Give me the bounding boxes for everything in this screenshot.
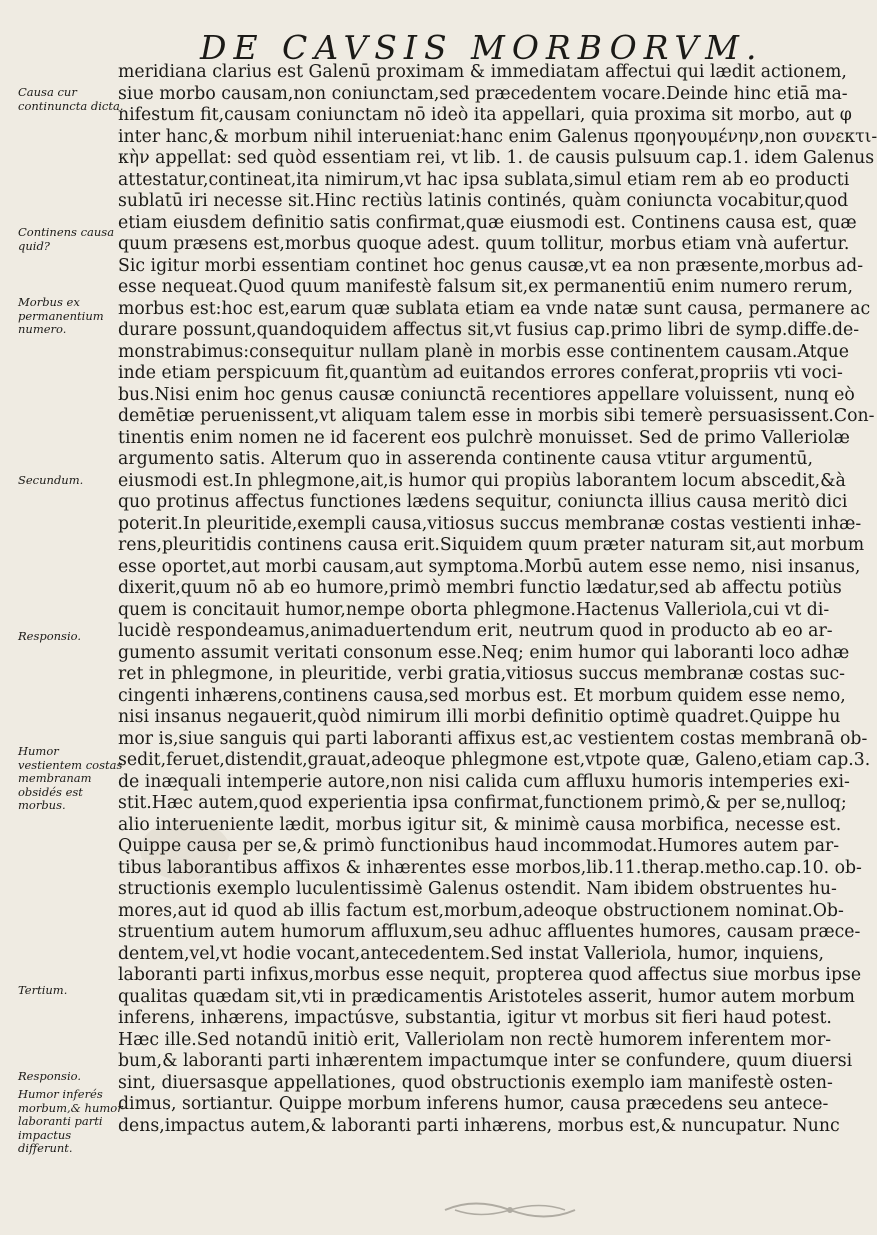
text-line: durare possunt,quandoquidem affectus sit,vt fusius cap.primo libri de symp.diffe.de- [118,320,860,340]
text-line: alio interueniente lædit, morbus igitur sit, & minimè causa morbifica, necesse est. [118,814,842,835]
text-line: sedit,feruet,distendit,grauat,adeoque phlegmone est,vtpote quæ, Galeno,etiam cap.3. [118,750,871,770]
margin-note: Responsio. [18,1069,82,1083]
text-line: monstrabimus:consequitur nullam planè in morbis esse continentem causam.Atque [118,341,849,362]
text-line: quo protinus affectus functiones lædens sequitur, coniuncta illius causa meritò dici [118,492,848,512]
page-header: DE CAVSIS MORBORVM. [200,28,764,67]
text-line: stit.Hæc autem,quod experientia ipsa confirmat,functionem primò,& per se,nulloq; [118,793,847,813]
text-line: Sic igitur morbi essentiam continet hoc genus causæ,vt ea non præsente,morbus ad- [118,255,864,276]
text-line: Hæc ille.Sed notandū initiò erit, Valleriolam non rectè humorem inferentem mor- [118,1029,832,1050]
text-line: inde etiam perspicuum fit,quantùm ad euitandos errores conferat,propriis vti voci- [118,363,843,383]
text-line: meridiana clarius est Galenū proximam & immediatam affectui qui lædit actionem, [118,62,847,82]
text-line: sublatū iri necesse sit.Hinc rectiùs latinis continés, quàm coniuncta vocabitur,quod [118,191,849,211]
text-line: demētiæ peruenissent,vt aliquam talem esse in morbis sibi temerè persuasissent.Con- [118,406,875,426]
text-line: κὴν appellat: sed quòd essentiam rei, vt lib. 1. de causis pulsuum cap.1. idem Galenus [118,148,875,168]
margin-note: Responsio. [18,629,82,643]
text-line: eiusmodi est.In phlegmone,ait,is humor qui propiùs laborantem locum abscedit,&à [118,470,846,491]
text-line: gumento assumit veritati consonum esse.Neq; enim humor qui laboranti loco adhæ [118,642,850,663]
text-line: sint, diuersasque appellationes, quod obstructionis exemplo iam manifestè osten- [118,1072,833,1093]
text-line: esse nequeat.Quod quum manifestè falsum sit,ex permanentiū enim numero rerum, [118,277,853,297]
text-line: lucidè respondeamus,animaduertendum erit, neutrum quod in producto ab eo ar- [118,621,833,641]
text-line: ret in phlegmone, in pleuritide, verbi gratia,vitiosus succus membranæ costas suc- [118,664,846,684]
margin-note: Causa cur continuncta dicta. [18,85,124,113]
ornament-icon [440,1195,580,1225]
text-line: bus.Nisi enim hoc genus causæ coniunctā recentiores appellare voluissent, nunq eò [118,384,855,405]
margin-note: Humor vestientem costas membranam obsidés est morbus. [18,744,123,813]
text-line: inter hanc,& morbum nihil interueniat:hanc enim Galenus πϱοηγουμένην,non συνεκτι- [118,126,877,147]
text-line: mor is,siue sanguis qui parti laboranti affixus est,ac vestientem costas membranā ob- [118,728,868,749]
text-line: tinentis enim nomen ne id facerent eos pulchrè monuisset. Sed de primo Valleriolæ [118,427,850,448]
text-line: nisi insanus negauerit,quòd nimirum illi morbi definitio optimè quadret.Quippe hu [118,707,841,727]
text-line: de inæquali intemperie autore,non nisi calida cum affluxu humoris intemperies exi- [118,771,850,792]
text-line: tibus laborantibus affixos & inhærentes esse morbos,lib.11.therap.metho.cap.10. ob- [118,857,862,878]
text-line: laboranti parti infixus,morbus esse nequit, propterea quod affectus siue morbus ipse [118,965,862,985]
text-line: poterit.In pleuritide,exempli causa,vitiosus succus membranæ costas vestienti inhæ- [118,513,862,534]
main-text [118,62,877,1137]
text-line: struentium autem humorum affluxum,seu adhuc affluentes humores, causam præce- [118,922,861,942]
margin-note: Continens causa quid? [18,225,115,253]
text-line: esse oportet,aut morbi causam,aut symptoma.Morbū autem esse nemo, nisi insanus, [118,556,861,577]
text-line: dimus, sortiantur. Quippe morbum inferens humor, causa præcedens seu antece- [118,1094,829,1114]
text-line: morbus est:hoc est,earum quæ sublata etiam ea vnde natæ sunt causa, permanere ac [118,298,871,319]
margin-note: Secundum. [18,473,84,487]
text-line: etiam eiusdem definitio satis confirmat,quæ eiusmodi est. Continens causa est, quæ [118,212,857,233]
text-line: cingenti inhærens,continens causa,sed morbus est. Et morbum quidem esse nemo, [118,685,846,706]
text-line: inferens, inhærens, impactúsve, substantia, igitur vt morbus sit fieri haud potest. [118,1008,832,1028]
text-line: Quippe causa per se,& primò functionibus haud incommodat.Humores autem par- [118,836,840,856]
text-line: mores,aut id quod ab illis factum est,morbum,adeoque obstructionem nominat.Ob- [118,900,844,921]
margin-note: Morbus ex permanentium numero. [18,295,104,337]
text-line: argumento satis. Alterum quo in asserenda continente causa vtitur argumentū, [118,449,814,469]
margin-note: Humor inferés morbum,& humor laboranti parti impactus differunt. [18,1087,123,1156]
text-line: dixerit,quum nō ab eo humore,primò membri functio lædatur,sed ab affectu potiùs [118,578,842,598]
text-line: rens,pleuritidis continens causa erit.Siquidem quum præter naturam sit,aut morbum [118,535,865,555]
text-line: quum præsens est,morbus quoque adest. quum tollitur, morbus etiam vnà aufertur. [118,234,850,254]
text-line: siue morbo causam,non coniunctam,sed præcedentem vocare.Deinde hinc etiā ma- [118,83,848,104]
text-line: dens,impactus autem,& laboranti parti inhærens, morbus est,& nuncupatur. Nunc [118,1115,840,1136]
text-line: structionis exemplo luculentissimè Galenus ostendit. Nam ibidem obstruentes hu- [118,879,837,899]
text-line: nifestum fit,causam coniunctam nō ideò ita appellari, quia proxima sit morbo, aut φ [118,105,852,125]
text-line: dentem,vel,vt hodie vocant,antecedentem.Sed instat Valleriola, humor, inquiens, [118,943,825,964]
text-line: attestatur,contineat,ita nimirum,vt hac ipsa sublata,simul etiam rem ab eo producti [118,169,850,190]
margin-note: Tertium. [18,983,68,997]
text-line: quem is concitauit humor,nempe oborta phlegmone.Hactenus Valleriola,cui vt di- [118,599,830,620]
text-line: qualitas quædam sit,vti in prædicamentis Aristoteles asserit, humor autem morbum [118,986,855,1007]
text-line: bum,& laboranti parti inhærentem impactumque inter se confundere, quum diuersi [118,1051,853,1071]
